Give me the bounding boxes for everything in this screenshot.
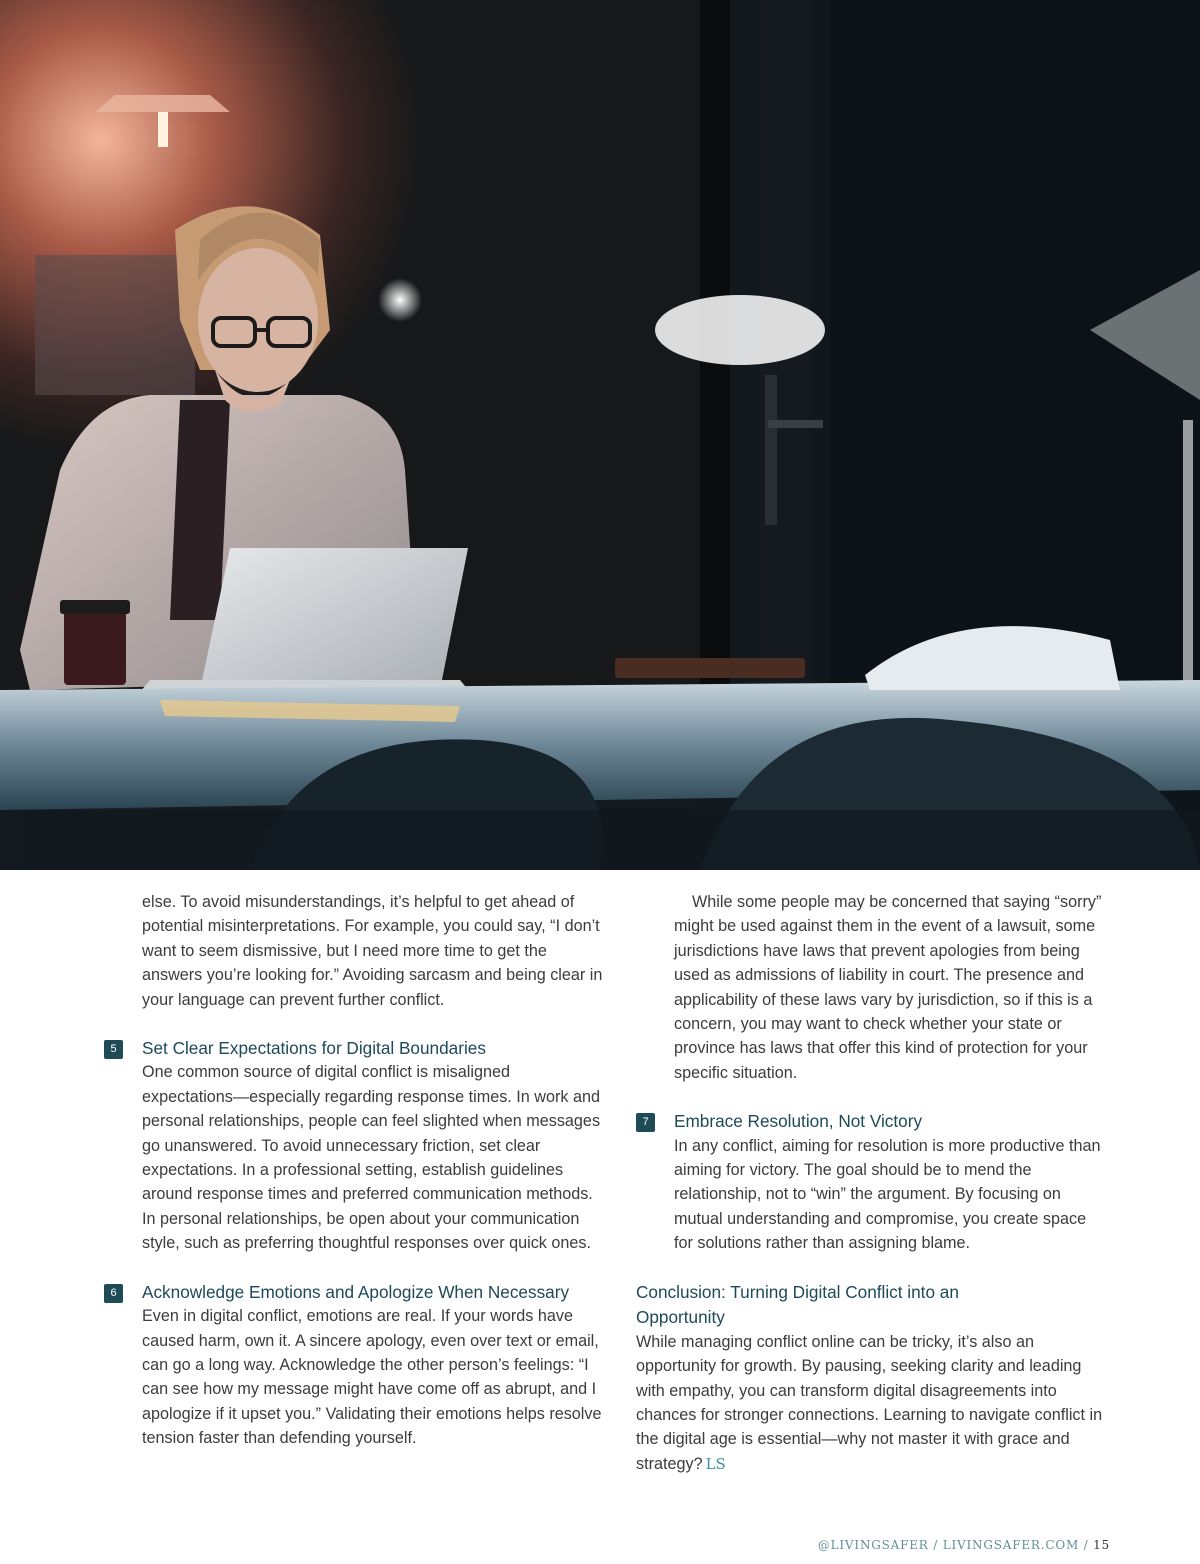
section-5 [104, 1036, 604, 1256]
section-heading: Embrace Resolution, Not Victory [674, 1111, 923, 1132]
section-heading: Acknowledge Emotions and Apologize When Necessary [142, 1281, 570, 1302]
conclusion-text: While managing conflict online can be tricky, it’s also an opportunity for growth. By pausing, seeking clarity and leading with empathy, you can transform digital disagreements into chances for stronger connections. Learning to navigate conflict in the digital age is essential—why not master it with grace and strategy? [636, 1332, 1103, 1473]
section-body: In any conflict, aiming for resolution is more productive than aiming for victory. The goal should be to mend the relationship, not to “win” the argument. By focusing on mutual understanding and compromise, you create space for solutions rather than assigning blame. [674, 1136, 1101, 1253]
section-number-badge: 7 [636, 1113, 655, 1132]
section-6 [104, 1280, 604, 1451]
section-heading: Set Clear Expectations for Digital Boundaries [142, 1038, 486, 1059]
right-column [636, 890, 1106, 1476]
section-7 [636, 1109, 1106, 1255]
conclusion-heading: Conclusion: Turning Digital Conflict into an Opportunity [636, 1281, 959, 1327]
section-body: One common source of digital conflict is misaligned expectations—especially regarding response times. In work and personal relationships, people can feel slighted when messages go unanswered. To avoid unnecessary friction, set clear expectations. In a professional setting, establish guidelines around response times and preferred communication methods. In personal relationships, be open about your communication style, such as preferring thoughtful responses over quick ones. [142, 1063, 601, 1253]
page-number: 15 [1093, 1538, 1110, 1552]
section-number-badge: 5 [104, 1040, 123, 1059]
conclusion-body [636, 1330, 1106, 1476]
conclusion [636, 1280, 1106, 1476]
section-number-badge: 6 [104, 1284, 123, 1303]
left-intro-text: else. To avoid misunderstandings, it’s helpful to get ahead of potential misinterpretations. For example, you could say, “I don’t want to seem dismissive, but I need more time to get the answers you’re looking for.” Avoiding sarcasm and being clear in your language can prevent further conflict. [142, 893, 603, 1009]
page-footer [818, 1538, 1110, 1552]
left-column [104, 890, 604, 1451]
section-body: Even in digital conflict, emotions are real. If your words have caused harm, own it. A sincere apology, even over text or email, can go a long way. Acknowledge the other person’s feelings: “I can see how my message might have come off as abrupt, and I apologize if it upset you.” Validating their emotions helps resolve tension faster than defending yourself. [142, 1307, 602, 1448]
footer-text: @LIVINGSAFER / LIVINGSAFER.COM / [817, 1538, 1089, 1552]
right-intro-text: While some people may be concerned that saying “sorry” might be used against them in the event of a lawsuit, some jurisdictions have laws that prevent apologies from being used as admissions of liability in court. The presence and applicability of these laws vary by jurisdiction, so if this is a concern, you may want to check whether your state or province has laws that offer this kind of protection for your specific situation. [674, 893, 1102, 1082]
end-mark-icon: LS [705, 1454, 726, 1473]
